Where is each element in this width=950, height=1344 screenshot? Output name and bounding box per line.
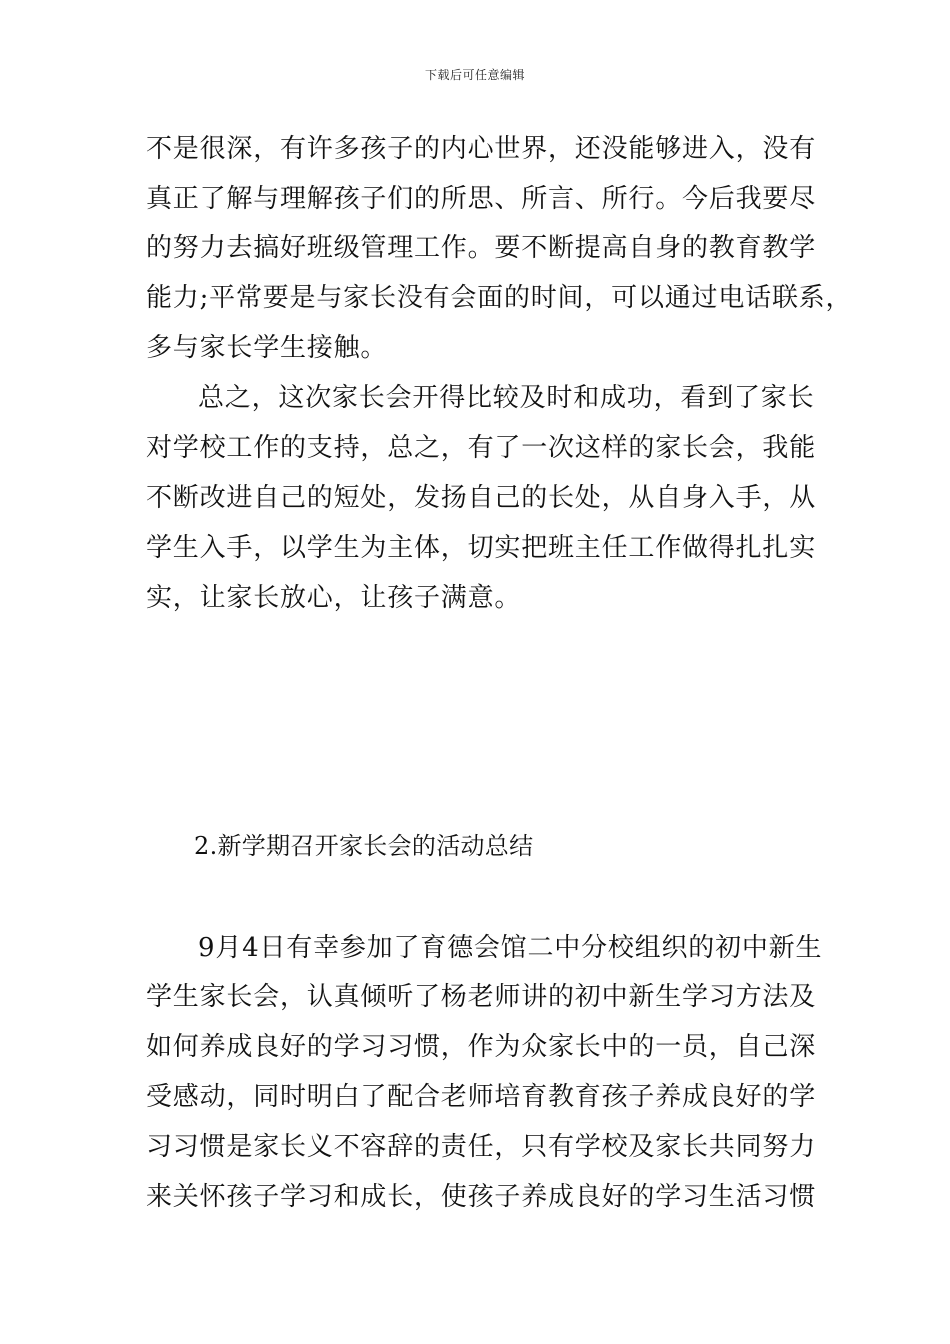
section-heading: 2.新学期召开家长会的活动总结 bbox=[194, 832, 534, 860]
paragraph-line: 受感动，同时明白了配合老师培育教育孩子养成良好的学 bbox=[146, 1082, 817, 1112]
paragraph-line: 对学校工作的支持，总之，有了一次这样的家长会，我能 bbox=[146, 433, 817, 463]
paragraph-line: 不断改进自己的短处，发扬自己的长处，从自身入手，从 bbox=[146, 483, 817, 513]
paragraph-line: 真正了解与理解孩子们的所思、所言、所行。今后我要尽 bbox=[146, 184, 817, 214]
paragraph-line: 习习惯是家长义不容辞的责任，只有学校及家长共同努力 bbox=[146, 1132, 817, 1162]
paragraph-line: 9月4日有幸参加了育德会馆二中分校组织的初中新生 bbox=[198, 933, 823, 963]
paragraph-line: 不是很深，有许多孩子的内心世界，还没能够进入，没有 bbox=[146, 134, 817, 164]
paragraph-line: 的努力去搞好班级管理工作。要不断提高自身的教育教学 bbox=[146, 233, 817, 263]
paragraph-line: 总之，这次家长会开得比较及时和成功，看到了家长 bbox=[198, 383, 815, 413]
paragraph-line: 如何养成良好的学习习惯，作为众家长中的一员，自己深 bbox=[146, 1032, 817, 1062]
paragraph-line: 能力;平常要是与家长没有会面的时间，可以通过电话联系， bbox=[146, 283, 853, 313]
paragraph-line: 多与家长学生接触。 bbox=[146, 333, 388, 363]
page-header: 下载后可任意编辑 bbox=[424, 68, 525, 82]
paragraph-line: 来关怀孩子学习和成长，使孩子养成良好的学习生活习惯 bbox=[146, 1182, 817, 1212]
paragraph-line: 学生入手，以学生为主体，切实把班主任工作做得扎扎实 bbox=[146, 533, 817, 563]
paragraph-line: 学生家长会，认真倾听了杨老师讲的初中新生学习方法及 bbox=[146, 982, 817, 1012]
paragraph-line: 实，让家长放心，让孩子满意。 bbox=[146, 583, 522, 613]
